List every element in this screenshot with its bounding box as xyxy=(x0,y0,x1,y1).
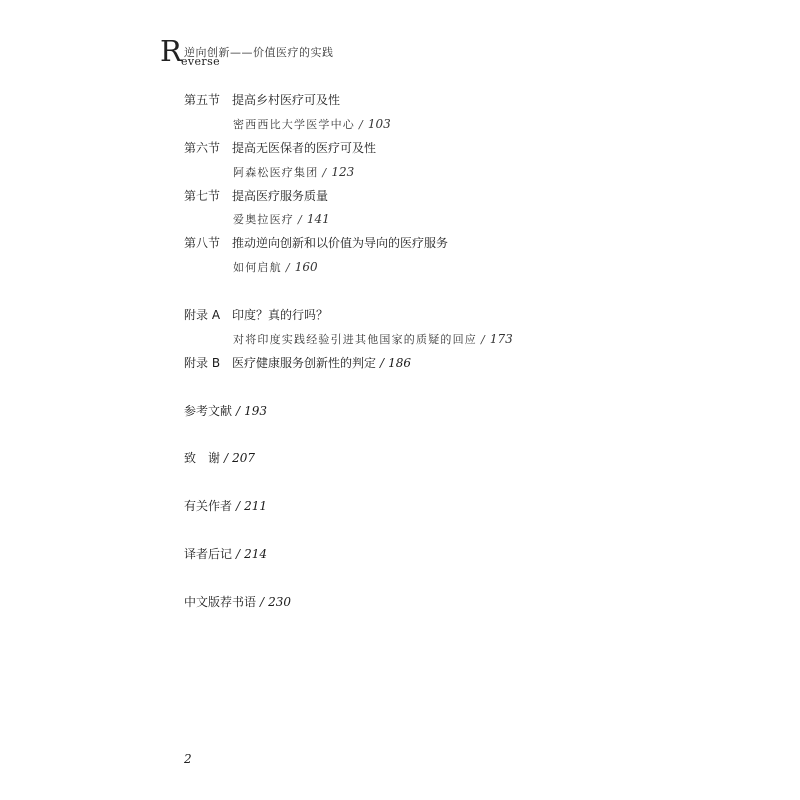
toc-separator: / xyxy=(298,213,303,226)
toc-page-number: 160 xyxy=(294,260,318,274)
toc-separator: / xyxy=(260,595,265,609)
toc-references xyxy=(184,404,267,418)
toc-section-8-title: 推动逆向创新和以价值为导向的医疗服务 xyxy=(232,236,449,250)
toc-section-5-case xyxy=(233,117,391,132)
toc-separator: / xyxy=(359,118,364,131)
toc-appendix-a-label: 附录 A xyxy=(184,308,221,322)
toc-section-5-case-title: 密西西比大学医学中心 xyxy=(233,118,355,131)
toc-about-authors-title: 有关作者 xyxy=(184,499,233,513)
toc-page-number: 173 xyxy=(489,332,513,346)
toc-section-6 xyxy=(184,141,376,155)
header-book-title: 逆向创新——价值医疗的实践 xyxy=(184,46,334,59)
toc-section-5-title: 提高乡村医疗可及性 xyxy=(232,93,341,107)
toc-separator: / xyxy=(285,261,291,274)
toc-section-8-case xyxy=(233,260,318,275)
running-header xyxy=(160,34,460,68)
toc-appendix-a-sub xyxy=(233,332,513,347)
toc-page-number: 207 xyxy=(232,451,255,465)
toc-section-7-title: 提高医疗服务质量 xyxy=(232,189,329,203)
toc-section-6-title: 提高无医保者的医疗可及性 xyxy=(232,141,377,155)
toc-page-number: 186 xyxy=(388,356,411,370)
toc-section-6-label: 第六节 xyxy=(184,141,221,155)
toc-acknowledgements-title: 致 谢 xyxy=(184,451,221,465)
toc-separator: / xyxy=(236,499,241,513)
toc-separator: / xyxy=(322,166,328,179)
toc-about-authors xyxy=(184,499,267,513)
toc-references-title: 参考文献 xyxy=(184,404,233,418)
toc-appendix-a xyxy=(184,308,328,322)
toc-chinese-recommendations xyxy=(184,595,291,609)
toc-acknowledgements xyxy=(184,451,255,465)
toc-section-6-case-title: 阿森松医疗集团 xyxy=(233,166,319,179)
toc-separator: / xyxy=(380,356,385,370)
page-number: 2 xyxy=(184,752,192,766)
toc-page-number: 211 xyxy=(244,499,267,513)
toc-section-7-case-title: 爱奥拉医疗 xyxy=(233,213,294,226)
toc-separator: / xyxy=(224,451,229,465)
toc-appendix-b-label: 附录 B xyxy=(184,356,221,370)
toc-section-5 xyxy=(184,93,340,107)
toc-page-number: 214 xyxy=(244,547,267,561)
toc-section-8-label: 第八节 xyxy=(184,236,221,250)
toc-appendix-b-title: 医疗健康服务创新性的判定 xyxy=(232,356,377,370)
toc-page-number: 123 xyxy=(331,165,355,179)
toc-translator-afterword-title: 译者后记 xyxy=(184,547,233,561)
toc-section-8 xyxy=(184,236,448,250)
toc-separator: / xyxy=(481,333,486,346)
toc-appendix-a-sub-title: 对将印度实践经验引进其他国家的质疑的回应 xyxy=(233,333,477,346)
toc-section-7-label: 第七节 xyxy=(184,189,221,203)
toc-chinese-recommendations-title: 中文版荐书语 xyxy=(184,595,257,609)
toc-section-7 xyxy=(184,189,328,203)
toc-page-number: 103 xyxy=(367,117,391,131)
toc-section-8-case-title: 如何启航 xyxy=(233,261,282,274)
toc-section-6-case xyxy=(233,165,354,180)
toc-page-number: 141 xyxy=(306,212,330,226)
toc-page-number: 193 xyxy=(244,404,267,418)
toc-separator: / xyxy=(236,404,241,418)
toc-appendix-b xyxy=(184,356,411,370)
header-logo-letter: R xyxy=(160,34,182,68)
toc-separator: / xyxy=(236,547,241,561)
header-logo-word: everse xyxy=(181,55,221,68)
toc-appendix-a-title: 印度？真的行吗？ xyxy=(232,308,329,322)
toc-section-7-case xyxy=(233,212,330,227)
toc-page-number: 230 xyxy=(268,595,291,609)
toc-section-5-label: 第五节 xyxy=(184,93,221,107)
toc-translator-afterword xyxy=(184,547,267,561)
